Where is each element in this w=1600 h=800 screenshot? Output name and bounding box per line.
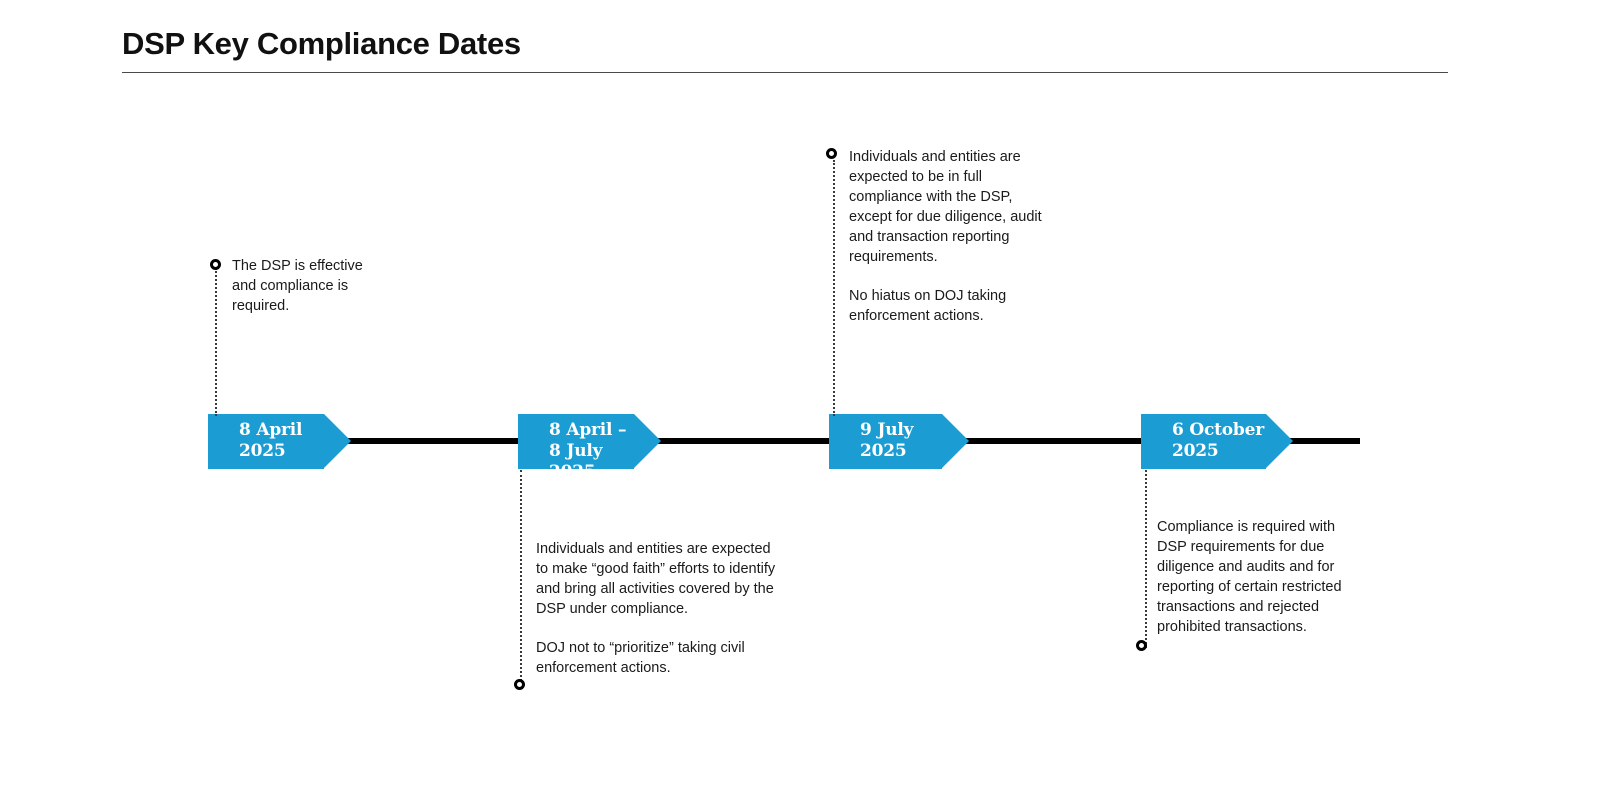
milestone-date-badge — [1141, 414, 1266, 469]
milestone-marker-4 — [1136, 640, 1147, 651]
note-paragraph: Compliance is required with DSP requirements for due diligence and audits and for reporting of certain restricted transactions and rejected prohibited transactions. — [1157, 519, 1342, 635]
milestone-connector-4 — [1145, 470, 1147, 648]
milestone-connector-3 — [833, 160, 835, 416]
milestone-connector-2 — [520, 470, 522, 685]
milestone-date-line1: 9 July — [860, 420, 914, 440]
milestone-note-3 — [849, 147, 1059, 326]
milestone-date-line1: 6 October — [1172, 420, 1264, 440]
title-divider — [122, 72, 1448, 73]
note-paragraph: Individuals and entities are expected to be in full compliance with the DSP, except for due diligence, audit and transaction reporting requirements. — [849, 149, 1042, 265]
milestone-connector-1 — [215, 268, 217, 416]
timeline-milestone-2[interactable] — [518, 414, 634, 482]
milestone-date-line1: 8 April – — [549, 420, 627, 440]
milestone-marker-1 — [210, 259, 221, 270]
milestone-date-line2: 2025 — [860, 441, 907, 461]
milestone-marker-3 — [826, 148, 837, 159]
milestone-date-line2: 2025 — [239, 441, 286, 461]
note-paragraph: The DSP is effective and compliance is required. — [232, 258, 363, 314]
milestone-date-line2: 8 July 2025 — [549, 441, 603, 482]
timeline-milestone-3[interactable] — [829, 414, 942, 469]
page-title: DSP Key Compliance Dates — [122, 26, 521, 61]
milestone-note-2 — [536, 539, 776, 678]
timeline-milestone-1[interactable] — [208, 414, 324, 469]
milestone-date-badge — [829, 414, 942, 469]
milestone-date-line1: 8 April — [239, 420, 303, 440]
milestone-marker-2 — [514, 679, 525, 690]
milestone-note-1 — [232, 256, 382, 316]
note-paragraph: No hiatus on DOJ taking enforcement actions. — [849, 288, 1007, 324]
note-paragraph: Individuals and entities are expected to make “good faith” efforts to identify and bring all activities covered by the DSP under compliance. — [536, 541, 776, 617]
milestone-note-4 — [1157, 517, 1357, 637]
milestone-date-badge — [208, 414, 324, 469]
note-paragraph: DOJ not to “prioritize” taking civil enforcement actions. — [536, 640, 745, 676]
timeline-milestone-4[interactable] — [1141, 414, 1266, 469]
milestone-date-line2: 2025 — [1172, 441, 1219, 461]
milestone-date-badge — [518, 414, 634, 482]
